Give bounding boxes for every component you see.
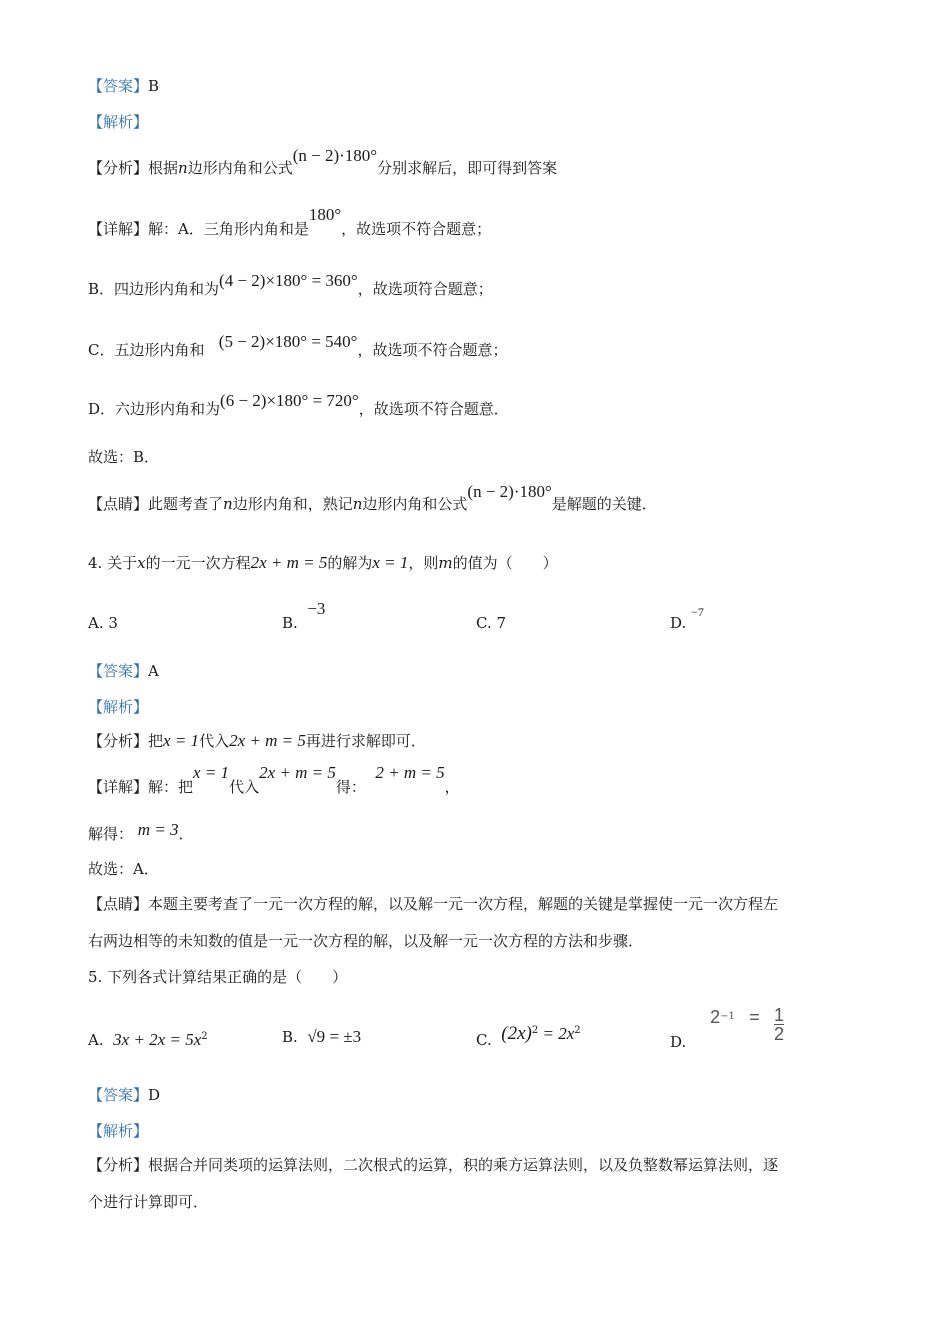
option-value: = ±3 [325,1027,362,1046]
q4-option-a[interactable] [88,612,118,634]
jiede-text: ． [178,825,194,843]
option-d-text: D．六边形内角和为 [88,400,221,418]
fenxi-text: 分别求解后，即可得到答案 [377,159,558,177]
q3-option-c-line [88,332,508,361]
superscript: 2 [201,1031,208,1042]
analysis-tag: 【解析】 [88,1122,149,1140]
radical: √9 [307,1027,326,1046]
option-label: D. [670,1032,687,1051]
q4-analysis-line [88,696,148,718]
answer-value: A [148,662,159,680]
xiangjie-text: ， [444,778,460,796]
var-n: n [223,495,233,513]
formula: (n − 2)·180° [467,482,552,501]
q5-option-c[interactable] [476,1020,581,1049]
fenxi-text: 根据 [148,159,179,177]
fraction [774,1006,784,1043]
answer-value: D [148,1086,161,1104]
solution: x = 1 [372,553,409,572]
equation: 2x + m = 5 [250,553,328,572]
option-label: D. [670,614,687,632]
answer-tag: 【答案】 [88,1086,149,1104]
option-d-text: ，故选项不符合题意． [358,400,509,418]
dianjing-text: 是解题的关键． [551,495,657,513]
q3-dianjing-line [88,482,657,515]
q5-fenxi-line1 [88,1154,778,1176]
math-180: 180° [308,205,342,224]
var-n: n [178,159,188,177]
q4-option-c[interactable] [476,612,506,634]
q3-fenxi-line [88,146,558,179]
dianjing-text: 此题考查了 [148,495,224,513]
math-b: (4 − 2)×180° = 360° [219,271,358,290]
choice-text: 故选：B． [88,448,160,466]
xiangjie-text: 得： [335,778,366,796]
equation: 2x + m = 5 [259,763,336,782]
q3-xiangjie-line [88,205,492,240]
q3-option-b-line [88,271,493,300]
result: 2 + m = 5 [375,763,445,782]
jiede-text: 解得： [88,825,134,843]
q3-analysis-line [88,111,148,133]
formula: (n − 2)·180° [292,146,378,165]
var-x: x [137,554,146,572]
analysis-tag: 【解析】 [88,698,149,716]
q5-option-b[interactable] [282,1026,361,1048]
option-label: B. [282,614,298,632]
analysis-tag: 【解析】 [88,113,149,131]
math-d: (6 − 2)×180° = 720° [220,391,359,410]
choice-text: 故选：A． [88,860,159,878]
xiangjie-tag: 【详解】 [88,220,149,238]
fenxi-tag: 【分析】 [88,159,149,177]
q5-fenxi-line2 [88,1191,208,1213]
stem-text: ，则 [408,554,439,572]
q4-fenxi-line [88,730,426,752]
equals-sign: = [749,1007,760,1027]
option-value: 3 [108,614,118,632]
math-c: (5 − 2)×180° = 540° [218,332,358,351]
superscript: 2 [531,1025,539,1036]
xiangjie-text: 代入 [229,778,260,796]
denominator: 2 [774,1024,785,1044]
option-value: 3x + 2x = 5x [113,1030,202,1049]
option-value: −7 [691,605,704,619]
option-label: A. [88,614,104,632]
q4-option-d[interactable] [670,605,704,635]
stem-text: 的值为（ ） [452,554,558,572]
option-value: 2 [710,1007,721,1027]
stem-text: 的一元一次方程 [145,554,251,572]
q3-choice-line [88,446,159,468]
q3-answer-line [88,75,159,97]
fenxi-text: 边形内角和公式 [187,159,293,177]
dianjing-tag: 【点睛】 [88,895,149,913]
option-label: C. [476,614,492,632]
option-a-text: ，故选项不符合题意； [341,220,492,238]
fenxi-text: 个进行计算即可． [88,1193,209,1211]
dianjing-text: 本题主要考查了一元一次方程的解，以及解一元一次方程，解题的关键是掌握使一元一次方程左 [148,895,779,913]
dianjing-text: 右两边相等的未知数的值是一元一次方程的解，以及解一元一次方程的方法和步骤． [88,932,644,950]
fenxi-text: 代入 [199,732,230,750]
option-label: C. [476,1031,492,1049]
q5-stem [88,966,347,988]
dianjing-text: 边形内角和，熟记 [232,495,353,513]
option-b-text: B．四边形内角和为 [88,280,220,298]
q5-option-d[interactable] [670,1005,785,1051]
q4-stem [88,552,558,574]
q5-option-a[interactable] [88,1026,208,1051]
q4-jiede-line [88,820,194,845]
option-label: A. [88,1031,104,1049]
solution: x = 1 [163,731,200,750]
option-value: = 2x [538,1024,575,1043]
answer-tag: 【答案】 [88,77,149,95]
option-c-text: C．五边形内角和 [88,341,205,359]
fenxi-text: 把 [148,732,164,750]
option-b-text: ，故选项符合题意； [357,280,493,298]
option-value: (2x) [501,1023,532,1044]
var-m: m [438,554,453,572]
stem-text: 5. 下列各式计算结果正确的是（ ） [88,968,348,986]
dianjing-text: 边形内角和公式 [362,495,468,513]
dianjing-tag: 【点睛】 [88,495,149,513]
stem-text: 的解为 [327,554,373,572]
option-label: B. [282,1028,298,1046]
fenxi-text: 根据合并同类项的运算法则，二次根式的运算，积的乘方运算法则，以及负整数幂运算法则，逐 [148,1156,779,1174]
answer-tag: 【答案】 [88,662,149,680]
fenxi-text: 再进行求解即可． [305,732,426,750]
q4-dianjing-line2 [88,930,643,952]
answer-value: B [148,77,160,95]
superscript: 2 [574,1025,581,1036]
solution: x = 1 [193,763,230,782]
fenxi-tag: 【分析】 [88,732,149,750]
q4-option-b[interactable] [282,599,326,634]
numerator: 1 [774,1005,785,1025]
superscript: −1 [720,1011,735,1022]
stem-text: 4. 关于 [88,554,138,572]
option-c-text: ，故选项不符合题意； [357,341,508,359]
option-value: −3 [307,599,326,618]
q3-option-d-line [88,391,509,420]
var-n: n [352,495,363,513]
option-value: 7 [496,614,507,632]
q4-dianjing-line1 [88,893,778,915]
result: m = 3 [137,820,179,839]
xiangjie-tag: 【详解】 [88,778,149,796]
fenxi-tag: 【分析】 [88,1156,149,1174]
q5-analysis-line [88,1120,148,1142]
xiangjie-text: 解：把 [148,778,194,796]
q4-choice-line [88,858,159,880]
equation: 2x + m = 5 [229,731,306,750]
q4-answer-line [88,660,159,682]
q4-xiangjie-line [88,763,460,798]
q5-answer-line [88,1084,160,1106]
option-a-text: 解：A．三角形内角和是 [148,220,309,238]
